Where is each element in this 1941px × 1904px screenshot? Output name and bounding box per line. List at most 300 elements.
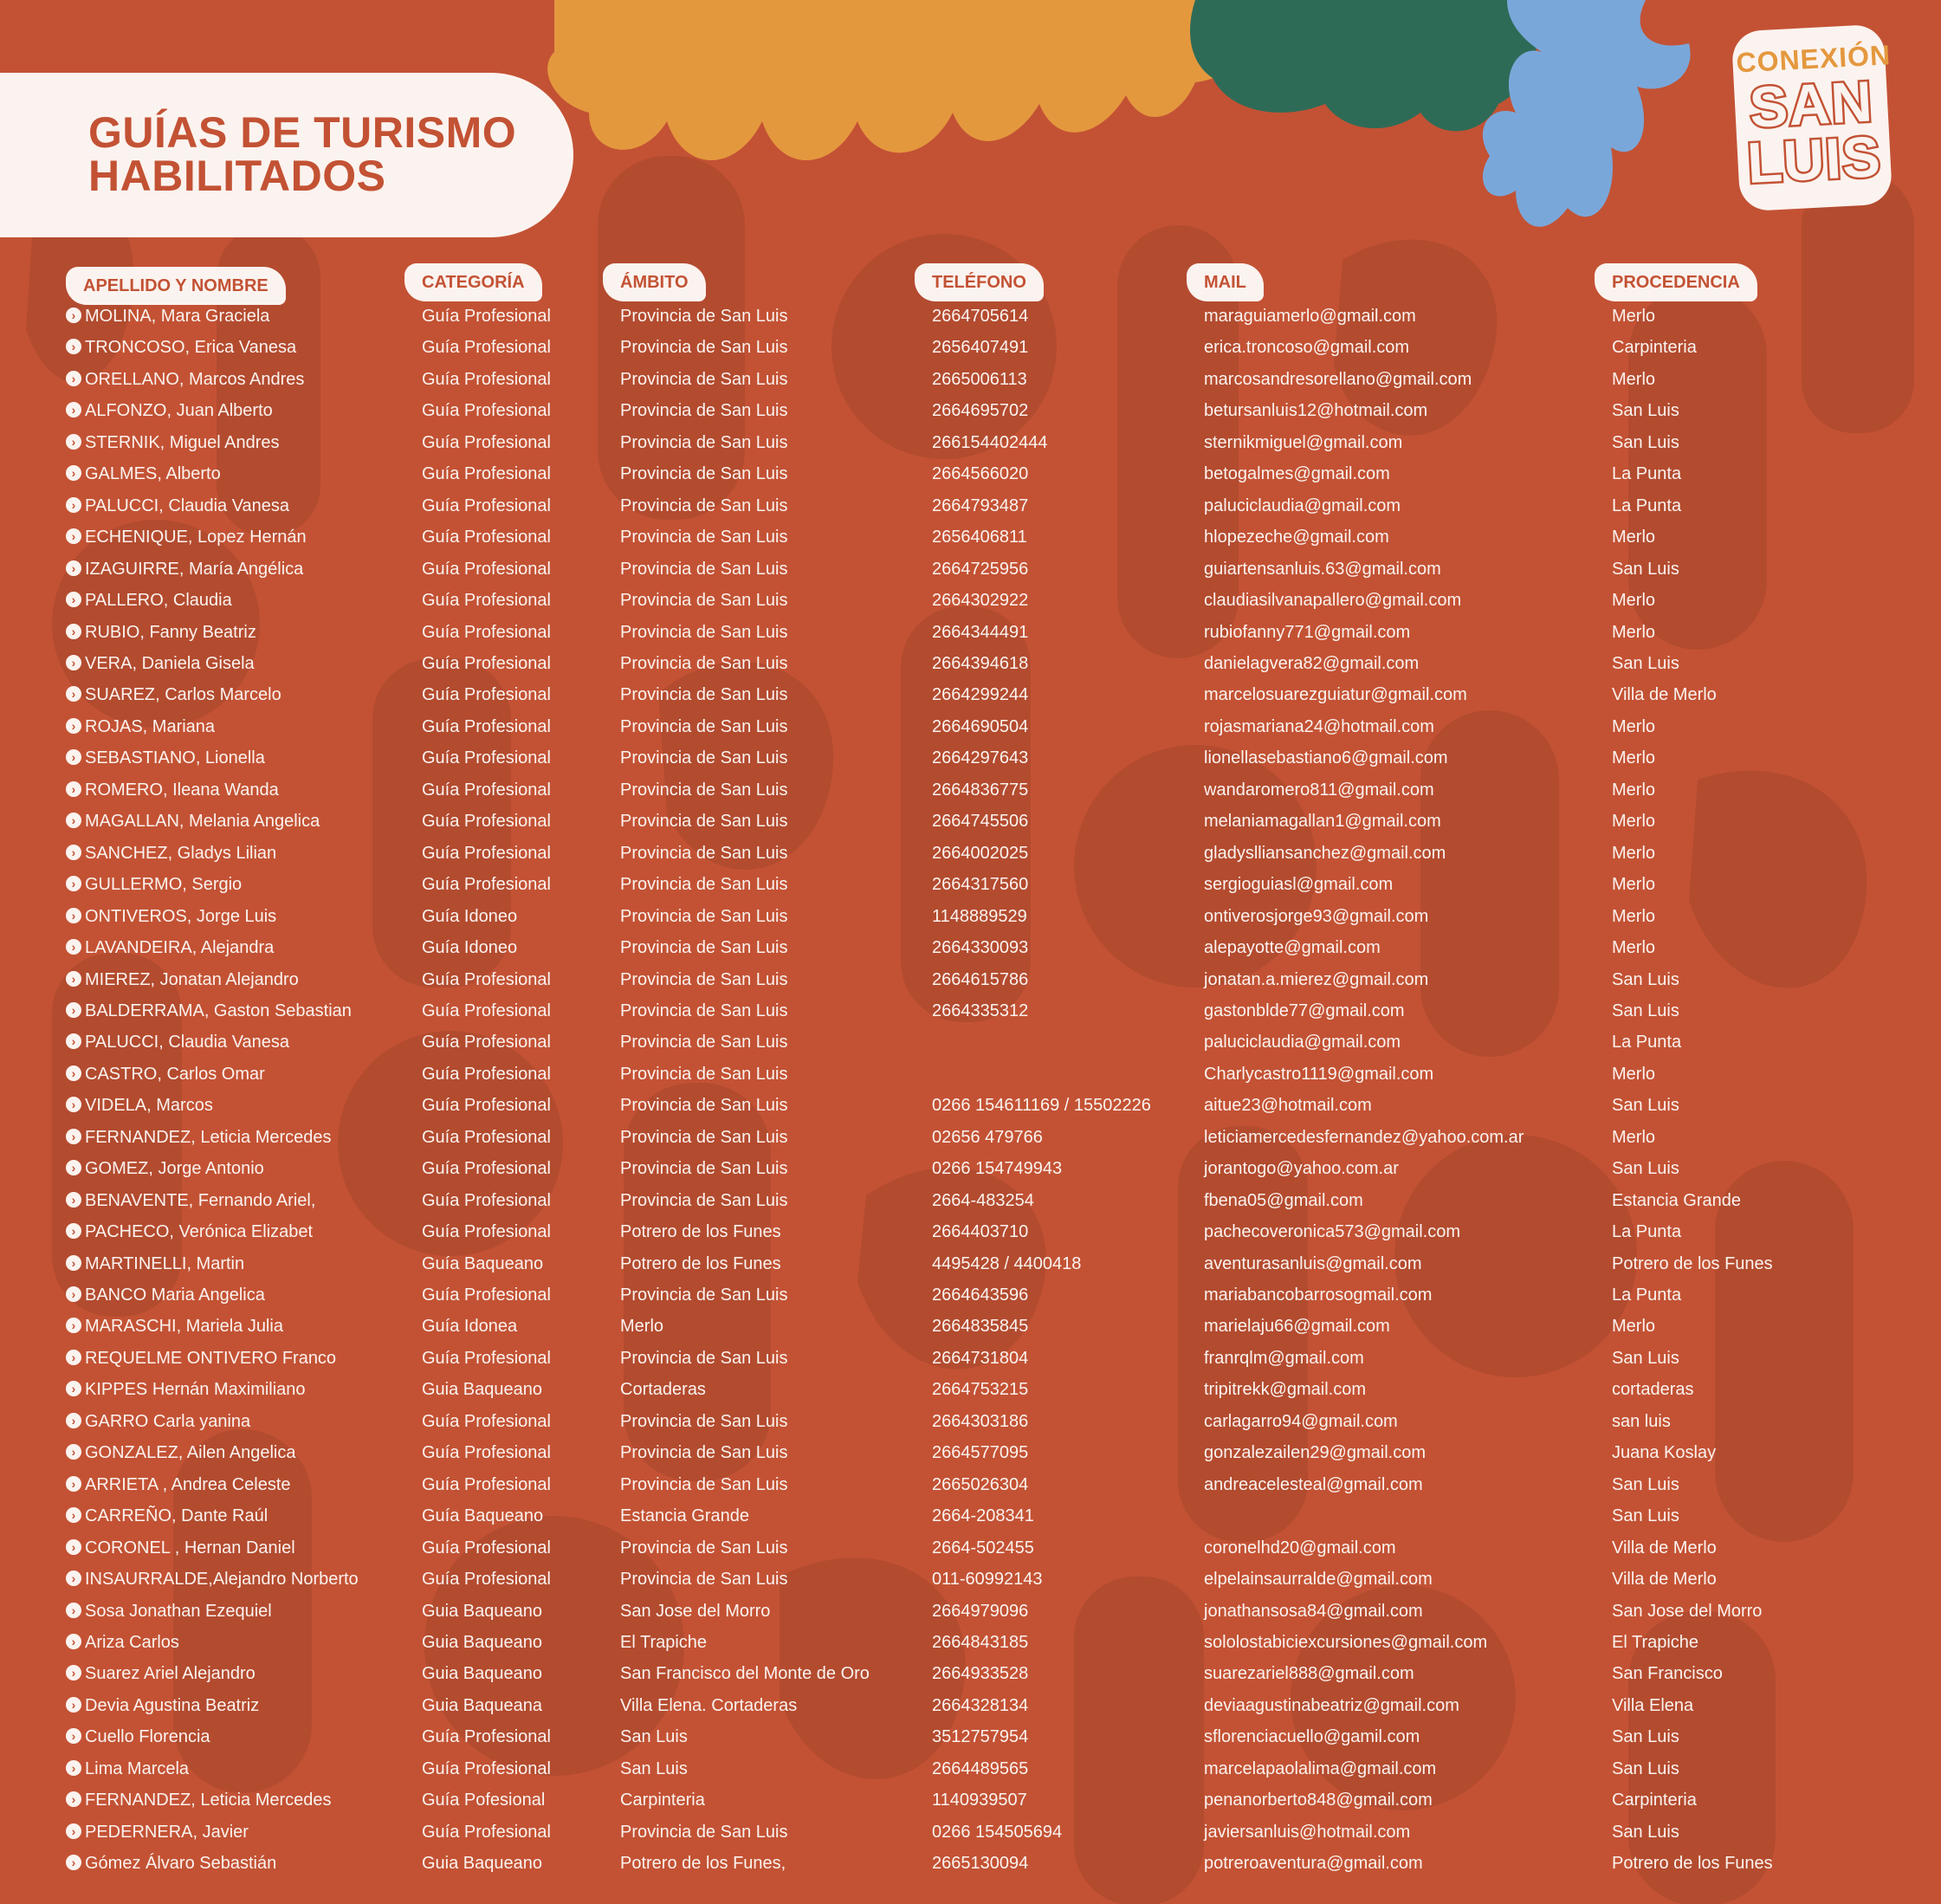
arrow-circle-right-icon: ›	[66, 908, 81, 923]
arrow-circle-right-icon: ›	[66, 624, 81, 639]
table-row	[0, 366, 1941, 392]
guide-ambito: Provincia de San Luis	[620, 1001, 788, 1020]
guide-phone: 2664690504	[932, 716, 1029, 736]
guide-phone: 2664745506	[932, 812, 1029, 832]
table-row	[0, 871, 1941, 897]
guide-phone: 1148889529	[932, 906, 1027, 926]
guide-email: melaniamagallan1@gmail.com	[1204, 812, 1441, 832]
guide-procedencia: Villa de Merlo	[1612, 1538, 1717, 1558]
guide-phone: 3512757954	[932, 1727, 1029, 1747]
guide-ambito: Provincia de San Luis	[620, 1570, 788, 1589]
table-row	[0, 1819, 1941, 1845]
guide-ambito: Provincia de San Luis	[620, 1033, 788, 1052]
guide-email: jorantogo@yahoo.com.ar	[1204, 1159, 1399, 1179]
table-row	[0, 461, 1941, 487]
guide-procedencia: Juana Koslay	[1612, 1443, 1717, 1463]
guide-procedencia: Merlo	[1612, 1317, 1656, 1337]
guide-ambito: Provincia de San Luis	[620, 401, 788, 421]
guide-phone: 266154402444	[932, 432, 1048, 452]
title-card	[0, 73, 573, 237]
table-row	[0, 1661, 1941, 1687]
guide-procedencia: San Jose del Morro	[1612, 1601, 1763, 1621]
guide-ambito: San Luis	[620, 1727, 688, 1747]
guide-name: BANCO Maria Angelica	[85, 1286, 265, 1305]
guide-procedencia: Merlo	[1612, 1064, 1656, 1084]
guide-email: aitue23@hotmail.com	[1204, 1096, 1372, 1116]
guide-procedencia: Villa de Merlo	[1612, 1570, 1717, 1589]
table-row	[0, 1440, 1941, 1466]
guide-name: Gómez Álvaro Sebastián	[85, 1854, 277, 1874]
table-row	[0, 714, 1941, 740]
table-row	[0, 682, 1941, 708]
arrow-circle-right-icon: ›	[66, 1160, 81, 1175]
guide-phone: 2664566020	[932, 464, 1029, 484]
guide-procedencia: San Luis	[1612, 1727, 1679, 1747]
table-row	[0, 1472, 1941, 1498]
guide-ambito: Provincia de San Luis	[620, 591, 788, 610]
guide-email: elpelainsaurralde@gmail.com	[1204, 1570, 1433, 1589]
arrow-circle-right-icon: ›	[66, 592, 81, 607]
guide-procedencia: San Luis	[1612, 559, 1679, 579]
arrow-circle-right-icon: ›	[66, 1444, 81, 1460]
guide-ambito: San Francisco del Monte de Oro	[620, 1664, 870, 1684]
guide-category: Guía Profesional	[422, 748, 551, 768]
guide-email: gladyslliansanchez@gmail.com	[1204, 843, 1446, 863]
guide-category: Guía Profesional	[422, 495, 551, 515]
table-row	[0, 1282, 1941, 1308]
guide-category: Guía Idoneo	[422, 906, 518, 926]
header-mail: MAIL	[1187, 263, 1264, 301]
guide-category: Guía Profesional	[422, 654, 551, 673]
header-categoria: CATEGORÍA	[404, 263, 542, 301]
guide-procedencia: San Luis	[1612, 1096, 1679, 1116]
table-row	[0, 587, 1941, 613]
guide-ambito: Provincia de San Luis	[620, 1538, 788, 1558]
guide-ambito: Provincia de San Luis	[620, 1411, 788, 1431]
guide-procedencia: San Francisco	[1612, 1664, 1723, 1684]
guide-ambito: Provincia de San Luis	[620, 307, 788, 326]
guide-ambito: Provincia de San Luis	[620, 338, 788, 358]
arrow-circle-right-icon: ›	[66, 1570, 81, 1586]
guide-category: Guía Baqueano	[422, 1253, 544, 1273]
page-title: GUÍAS DE TURISMO	[88, 108, 517, 157]
guide-name: SUAREZ, Carlos Marcelo	[85, 685, 281, 705]
guide-ambito: Provincia de San Luis	[620, 812, 788, 832]
guide-ambito: Provincia de San Luis	[620, 1286, 788, 1305]
guide-phone: 2664835845	[932, 1317, 1029, 1337]
guide-phone: 2656406811	[932, 528, 1027, 547]
logo-main-line1: SAN	[1748, 68, 1875, 139]
guide-email: Charlycastro1119@gmail.com	[1204, 1064, 1434, 1084]
guide-email: andreacelesteal@gmail.com	[1204, 1474, 1423, 1494]
guide-ambito: Provincia de San Luis	[620, 685, 788, 705]
table-row	[0, 493, 1941, 519]
guide-procedencia: Merlo	[1612, 1127, 1656, 1147]
guide-category: Guía Profesional	[422, 875, 551, 895]
guide-phone: 2664-208341	[932, 1506, 1034, 1526]
guide-phone: 011-60992143	[932, 1570, 1043, 1589]
guide-ambito: Provincia de San Luis	[620, 1096, 788, 1116]
arrow-circle-right-icon: ›	[66, 781, 81, 797]
guide-ambito: Provincia de San Luis	[620, 432, 788, 452]
table-row	[0, 1566, 1941, 1592]
guide-procedencia: Carpinteria	[1612, 1791, 1697, 1810]
table-row	[0, 1535, 1941, 1561]
page-title-line2: HABILITADOS	[88, 152, 386, 200]
guide-name: Suarez Ariel Alejandro	[85, 1664, 256, 1684]
guide-name: IZAGUIRRE, María Angélica	[85, 559, 304, 579]
guide-ambito: Provincia de San Luis	[620, 748, 788, 768]
arrow-circle-right-icon: ›	[66, 308, 81, 323]
guide-procedencia: El Trapiche	[1612, 1632, 1699, 1652]
guide-phone: 0266 154749943	[932, 1159, 1063, 1179]
guide-procedencia: Carpinteria	[1612, 338, 1697, 358]
guide-category: Guía Idonea	[422, 1317, 518, 1337]
table-row	[0, 1503, 1941, 1529]
guide-email: deviaagustinabeatriz@gmail.com	[1204, 1695, 1459, 1715]
guide-procedencia: Merlo	[1612, 622, 1656, 642]
guide-email: wandaromero811@gmail.com	[1204, 780, 1434, 800]
guide-phone: 4495428 / 4400418	[932, 1253, 1082, 1273]
guide-email: sololostabiciexcursiones@gmail.com	[1204, 1632, 1488, 1652]
guide-email: guiartensanluis.63@gmail.com	[1204, 559, 1441, 579]
arrow-circle-right-icon: ›	[66, 813, 81, 828]
arrow-circle-right-icon: ›	[66, 465, 81, 481]
arrow-circle-right-icon: ›	[66, 1791, 81, 1807]
guide-name: GONZALEZ, Ailen Angelica	[85, 1443, 296, 1463]
table-row	[0, 935, 1941, 961]
guide-ambito: Provincia de San Luis	[620, 1127, 788, 1147]
table-row	[0, 1629, 1941, 1655]
arrow-circle-right-icon: ›	[66, 528, 81, 544]
guide-ambito: Carpinteria	[620, 1791, 705, 1810]
guide-email: rojasmariana24@hotmail.com	[1204, 716, 1434, 736]
guide-email: betogalmes@gmail.com	[1204, 464, 1390, 484]
guide-category: Guía Profesional	[422, 1286, 551, 1305]
guide-ambito: San Jose del Morro	[620, 1601, 771, 1621]
guide-procedencia: La Punta	[1612, 495, 1682, 515]
guide-name: BENAVENTE, Fernando Ariel,	[85, 1190, 316, 1210]
guide-email: marcosandresorellano@gmail.com	[1204, 369, 1472, 389]
guide-email: franrqlm@gmail.com	[1204, 1348, 1364, 1368]
guide-category: Guía Profesional	[422, 1159, 551, 1179]
guide-email: coronelhd20@gmail.com	[1204, 1538, 1396, 1558]
arrow-circle-right-icon: ›	[66, 1760, 81, 1776]
guide-procedencia: San Luis	[1612, 969, 1679, 989]
guide-email: lionellasebastiano6@gmail.com	[1204, 748, 1448, 768]
guide-category: Guía Profesional	[422, 780, 551, 800]
guide-ambito: Provincia de San Luis	[620, 716, 788, 736]
table-row	[0, 777, 1941, 803]
guide-category: Guía Profesional	[422, 1190, 551, 1210]
table-row	[0, 556, 1941, 582]
arrow-circle-right-icon: ›	[66, 1097, 81, 1112]
table-row	[0, 1850, 1941, 1876]
table-row	[0, 745, 1941, 771]
guide-procedencia: Merlo	[1612, 369, 1656, 389]
guide-ambito: Provincia de San Luis	[620, 1348, 788, 1368]
guide-phone: 2664344491	[932, 622, 1029, 642]
arrow-circle-right-icon: ›	[66, 1476, 81, 1492]
guide-email: hlopezeche@gmail.com	[1204, 528, 1389, 547]
guide-name: ROJAS, Mariana	[85, 716, 216, 736]
guide-phone: 2664979096	[932, 1601, 1029, 1621]
guide-phone: 2664299244	[932, 685, 1029, 705]
guide-name: MARASCHI, Mariela Julia	[85, 1317, 283, 1337]
guide-category: Guía Profesional	[422, 812, 551, 832]
guide-category: Guía Profesional	[422, 685, 551, 705]
guide-email: javiersanluis@hotmail.com	[1204, 1822, 1411, 1842]
table-row	[0, 524, 1941, 550]
guide-phone: 0266 154505694	[932, 1822, 1063, 1842]
guide-phone: 2665006113	[932, 369, 1027, 389]
guide-name: CASTRO, Carlos Omar	[85, 1064, 265, 1084]
guide-procedencia: Villa de Merlo	[1612, 685, 1717, 705]
guide-ambito: Provincia de San Luis	[620, 780, 788, 800]
guide-category: Guía Profesional	[422, 528, 551, 547]
table-row	[0, 1092, 1941, 1118]
guide-category: Guia Baqueano	[422, 1601, 543, 1621]
guide-category: Guía Profesional	[422, 969, 551, 989]
guide-category: Guía Pofesional	[422, 1791, 546, 1810]
guide-ambito: Provincia de San Luis	[620, 969, 788, 989]
guide-email: paluciclaudia@gmail.com	[1204, 1033, 1401, 1052]
table-row	[0, 1787, 1941, 1813]
guide-email: leticiamercedesfernandez@yahoo.com.ar	[1204, 1127, 1524, 1147]
guide-name: TRONCOSO, Erica Vanesa	[85, 338, 297, 358]
guide-phone: 2664836775	[932, 780, 1029, 800]
conexion-san-luis-logo	[1735, 28, 1892, 209]
guide-email: rubiofanny771@gmail.com	[1204, 622, 1411, 642]
guide-category: Guía Profesional	[422, 1222, 551, 1242]
guide-phone: 2664317560	[932, 875, 1029, 895]
table-row	[0, 1376, 1941, 1402]
guide-email: suarezariel888@gmail.com	[1204, 1664, 1414, 1684]
arrow-circle-right-icon: ›	[66, 1413, 81, 1428]
guide-ambito: Provincia de San Luis	[620, 528, 788, 547]
guide-ambito: Provincia de San Luis	[620, 875, 788, 895]
guide-name: INSAURRALDE,Alejandro Norberto	[85, 1570, 359, 1589]
guide-phone: 2664328134	[932, 1695, 1029, 1715]
guide-ambito: Provincia de San Luis	[620, 843, 788, 863]
guide-procedencia: Merlo	[1612, 307, 1656, 326]
header-apellido-nombre: APELLIDO Y NOMBRE	[66, 267, 286, 305]
guide-ambito: San Luis	[620, 1758, 688, 1778]
guide-name: GULLERMO, Sergio	[85, 875, 243, 895]
guide-procedencia: Merlo	[1612, 843, 1656, 863]
guide-name: SANCHEZ, Gladys Lilian	[85, 843, 277, 863]
guide-name: MIEREZ, Jonatan Alejandro	[85, 969, 299, 989]
guide-email: marielaju66@gmail.com	[1204, 1317, 1390, 1337]
guide-ambito: Provincia de San Luis	[620, 622, 788, 642]
guide-phone: 2664793487	[932, 495, 1029, 515]
arrow-circle-right-icon: ›	[66, 655, 81, 670]
guide-email: sflorenciacuello@gamil.com	[1204, 1727, 1420, 1747]
guide-phone: 2664-483254	[932, 1190, 1034, 1210]
arrow-circle-right-icon: ›	[66, 1381, 81, 1396]
arrow-circle-right-icon: ›	[66, 1697, 81, 1713]
guide-name: ALFONZO, Juan Alberto	[85, 401, 273, 421]
arrow-circle-right-icon: ›	[66, 1065, 81, 1081]
guide-category: Guía Profesional	[422, 1443, 551, 1463]
guide-ambito: Provincia de San Luis	[620, 906, 788, 926]
guide-category: Guía Profesional	[422, 843, 551, 863]
guide-phone: 2664933528	[932, 1664, 1029, 1684]
guide-category: Guía Baqueano	[422, 1506, 544, 1526]
guide-procedencia: cortaderas	[1612, 1380, 1694, 1400]
guide-name: SEBASTIANO, Lionella	[85, 748, 265, 768]
guide-phone: 2664302922	[932, 591, 1029, 610]
guide-procedencia: Merlo	[1612, 938, 1656, 957]
guide-ambito: Potrero de los Funes	[620, 1222, 781, 1242]
guide-ambito: Provincia de San Luis	[620, 938, 788, 957]
arrow-circle-right-icon: ›	[66, 1286, 81, 1302]
guide-category: Guía Profesional	[422, 307, 551, 326]
guide-email: gonzalezailen29@gmail.com	[1204, 1443, 1426, 1463]
guide-procedencia: La Punta	[1612, 1033, 1682, 1052]
guide-name: VERA, Daniela Gisela	[85, 654, 255, 673]
table-row	[0, 998, 1941, 1024]
arrow-circle-right-icon: ›	[66, 1223, 81, 1239]
arrow-circle-right-icon: ›	[66, 845, 81, 860]
guide-ambito: Provincia de San Luis	[620, 1159, 788, 1179]
guide-procedencia: Merlo	[1612, 528, 1656, 547]
arrow-circle-right-icon: ›	[66, 749, 81, 765]
guide-procedencia: San Luis	[1612, 654, 1679, 673]
guide-phone: 2664731804	[932, 1348, 1029, 1368]
table-row	[0, 1598, 1941, 1624]
guide-name: Devia Agustina Beatriz	[85, 1695, 260, 1715]
arrow-circle-right-icon: ›	[66, 1665, 81, 1681]
arrow-circle-right-icon: ›	[66, 1255, 81, 1271]
orange-blob-shape	[547, 0, 1256, 160]
guide-category: Guía Profesional	[422, 432, 551, 452]
guide-name: BALDERRAMA, Gaston Sebastian	[85, 1001, 352, 1020]
guide-email: potreroaventura@gmail.com	[1204, 1854, 1423, 1874]
guide-email: alepayotte@gmail.com	[1204, 938, 1381, 957]
guide-ambito: Cortaderas	[620, 1380, 706, 1400]
arrow-circle-right-icon: ›	[66, 939, 81, 955]
guide-name: KIPPES Hernán Maximiliano	[85, 1380, 306, 1400]
table-row	[0, 1756, 1941, 1782]
guide-category: Guia Baqueano	[422, 1664, 543, 1684]
guide-phone: 2665026304	[932, 1474, 1029, 1494]
guide-name: REQUELME ONTIVERO Franco	[85, 1348, 337, 1368]
guide-name: FERNANDEZ, Leticia Mercedes	[85, 1127, 332, 1147]
arrow-circle-right-icon: ›	[66, 339, 81, 354]
guide-ambito: Provincia de San Luis	[620, 1822, 788, 1842]
guide-phone: 2664615786	[932, 969, 1029, 989]
logo-main-line2: LUIS	[1745, 123, 1883, 195]
guide-name: STERNIK, Miguel Andres	[85, 432, 280, 452]
arrow-circle-right-icon: ›	[66, 1192, 81, 1208]
guide-procedencia: San Luis	[1612, 1001, 1679, 1020]
arrow-circle-right-icon: ›	[66, 1634, 81, 1649]
guide-name: Sosa Jonathan Ezequiel	[85, 1601, 272, 1621]
guide-phone: 2664705614	[932, 307, 1029, 326]
guide-category: Guia Baqueano	[422, 1854, 543, 1874]
guide-category: Guía Profesional	[422, 716, 551, 736]
guide-ambito: El Trapiche	[620, 1632, 708, 1652]
guide-category: Guía Profesional	[422, 559, 551, 579]
guide-name: Lima Marcela	[85, 1758, 190, 1778]
guide-phone: 2664394618	[932, 654, 1029, 673]
guide-name: CARREÑO, Dante Raúl	[85, 1506, 269, 1526]
arrow-circle-right-icon: ›	[66, 1002, 81, 1018]
header-telefono: TELÉFONO	[915, 263, 1044, 301]
table-row	[0, 1345, 1941, 1371]
guide-ambito: Provincia de San Luis	[620, 1064, 788, 1084]
guide-email: ontiverosjorge93@gmail.com	[1204, 906, 1429, 926]
arrow-circle-right-icon: ›	[66, 876, 81, 891]
guide-ambito: Provincia de San Luis	[620, 495, 788, 515]
guide-name: PALLERO, Claudia	[85, 591, 232, 610]
guide-phone: 2664489565	[932, 1758, 1029, 1778]
guide-name: GOMEZ, Jorge Antonio	[85, 1159, 264, 1179]
guide-category: Guía Profesional	[422, 1822, 551, 1842]
arrow-circle-right-icon: ›	[66, 718, 81, 734]
guide-category: Guía Profesional	[422, 1064, 551, 1084]
guide-procedencia: San Luis	[1612, 1348, 1679, 1368]
table-row	[0, 398, 1941, 424]
arrow-circle-right-icon: ›	[66, 497, 81, 513]
guide-email: marcelosuarezguiatur@gmail.com	[1204, 685, 1467, 705]
guide-name: ORELLANO, Marcos Andres	[85, 369, 305, 389]
arrow-circle-right-icon: ›	[66, 371, 81, 386]
guide-phone: 2664695702	[932, 401, 1029, 421]
guide-email: paluciclaudia@gmail.com	[1204, 495, 1401, 515]
guide-ambito: Provincia de San Luis	[620, 1474, 788, 1494]
guide-email: erica.troncoso@gmail.com	[1204, 338, 1410, 358]
guide-procedencia: San Luis	[1612, 1159, 1679, 1179]
guide-category: Guía Profesional	[422, 1727, 551, 1747]
guide-category: Guia Baqueano	[422, 1632, 543, 1652]
arrow-circle-right-icon: ›	[66, 1033, 81, 1049]
guide-procedencia: Merlo	[1612, 591, 1656, 610]
guide-name: PALUCCI, Claudia Vanesa	[85, 1033, 290, 1052]
guide-procedencia: Merlo	[1612, 812, 1656, 832]
table-row	[0, 1219, 1941, 1245]
guide-name: GARRO Carla yanina	[85, 1411, 251, 1431]
guide-name: CORONEL , Hernan Daniel	[85, 1538, 295, 1558]
guide-name: MAGALLAN, Melania Angelica	[85, 812, 320, 832]
arrow-circle-right-icon: ›	[66, 1129, 81, 1144]
guide-phone: 2664-502455	[932, 1538, 1034, 1558]
guide-category: Guía Profesional	[422, 1538, 551, 1558]
guide-category: Guía Profesional	[422, 401, 551, 421]
guide-email: aventurasanluis@gmail.com	[1204, 1253, 1422, 1273]
table-row	[0, 840, 1941, 866]
table-row	[0, 1156, 1941, 1182]
guide-procedencia: Merlo	[1612, 780, 1656, 800]
guide-name: PALUCCI, Claudia Vanesa	[85, 495, 290, 515]
guide-procedencia: San Luis	[1612, 1822, 1679, 1842]
guide-name: ONTIVEROS, Jorge Luis	[85, 906, 277, 926]
guide-phone: 02656 479766	[932, 1127, 1043, 1147]
guide-phone: 2664843185	[932, 1632, 1029, 1652]
guide-phone: 2664725956	[932, 559, 1029, 579]
guide-ambito: Provincia de San Luis	[620, 1443, 788, 1463]
table-row	[0, 967, 1941, 993]
guide-email: claudiasilvanapallero@gmail.com	[1204, 591, 1462, 610]
guide-phone: 2664303186	[932, 1411, 1029, 1431]
guide-category: Guía Profesional	[422, 369, 551, 389]
table-row	[0, 1029, 1941, 1055]
guide-phone: 2664577095	[932, 1443, 1029, 1463]
guide-category: Guía Profesional	[422, 1096, 551, 1116]
guide-phone: 2664643596	[932, 1286, 1029, 1305]
guide-ambito: Estancia Grande	[620, 1506, 749, 1526]
